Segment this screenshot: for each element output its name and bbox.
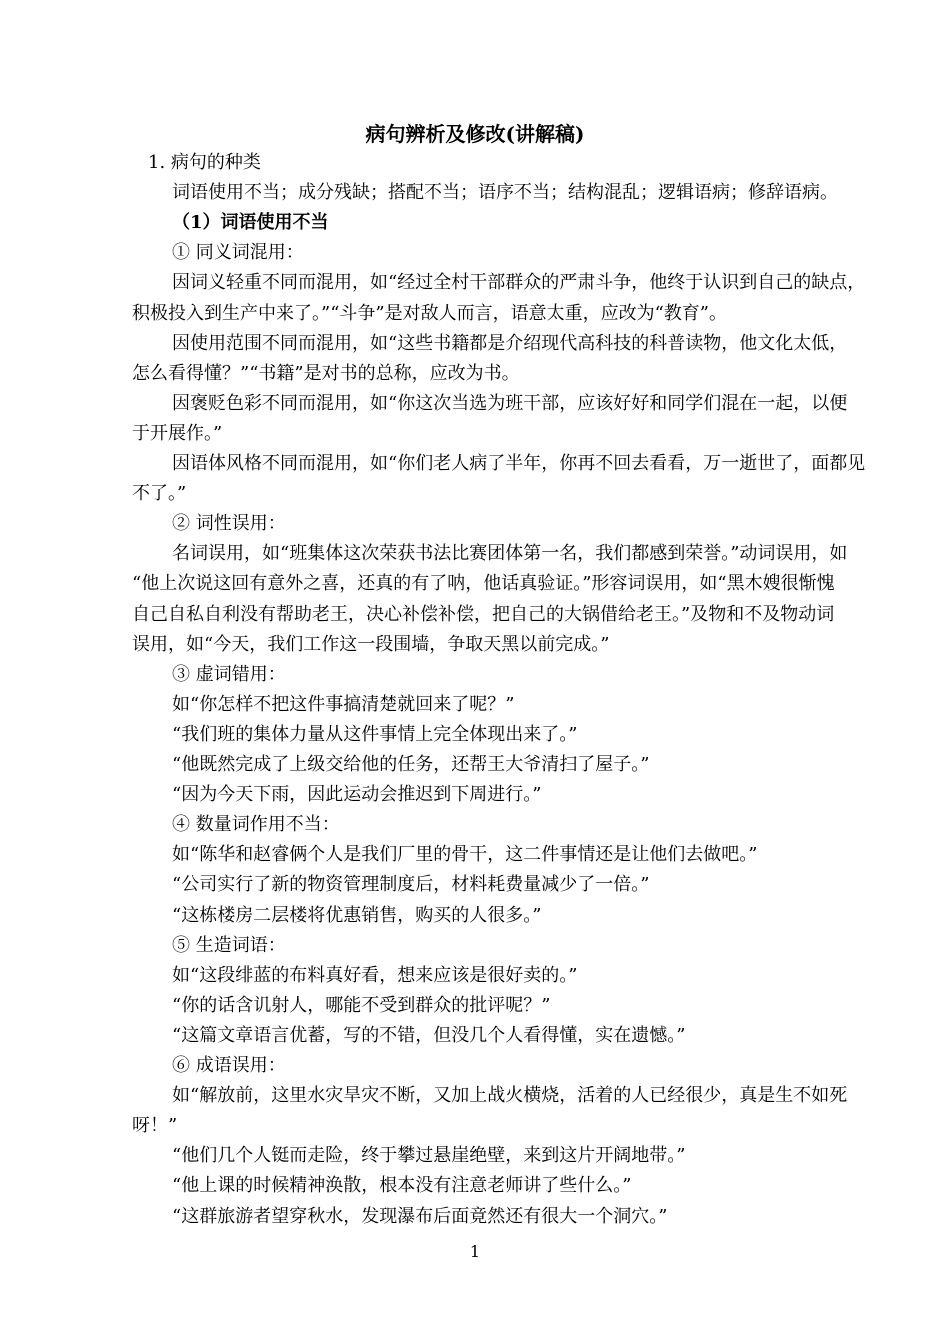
text-line: 如“这段绯蓝的布料真好看，想来应该是很好卖的。” — [172, 965, 578, 986]
text-line: “这群旅游者望穿秋水，发现瀑布后面竟然还有很大一个洞穴。” — [172, 1206, 668, 1227]
text-line: 如“解放前，这里水灾旱灾不断，又加上战火横烧，活着的人已经很少，真是生不如死 — [172, 1085, 848, 1106]
text-line: “我们班的集体力量从这件事情上完全体现出来了。” — [172, 724, 578, 745]
text-line: （1）词语使用不当 — [172, 212, 329, 233]
text-line: “这栋楼房二层楼将优惠销售，购买的人很多。” — [172, 905, 542, 926]
text-line: 呀！” — [132, 1115, 178, 1136]
text-line: 积极投入到生产中来了。”“斗争”是对敌人而言，语意太重，应改为“教育”。 — [132, 303, 728, 324]
text-line: 怎么看得懂？”“书籍”是对书的总称，应改为书。 — [132, 363, 520, 384]
text-line: “他们几个人铤而走险，终于攀过悬崖绝壁，来到这片开阔地带。” — [172, 1145, 686, 1166]
text-line: 如“你怎样不把这件事搞清楚就回来了呢？” — [172, 694, 515, 715]
text-line: “他上次说这回有意外之喜，还真的有了呐，他话真验证。”形容词误用，如“黑木嫂很惭愧 — [132, 573, 835, 594]
text-line: 词语使用不当；成分残缺；搭配不当；语序不当；结构混乱；逻辑语病；修辞语病。 — [172, 182, 838, 203]
text-line: 因褒贬色彩不同而混用，如“你这次当选为班干部，应该好好和同学们混在一起，以便 — [172, 393, 848, 414]
text-line: 名词误用，如“班集体这次荣获书法比赛团体第一名，我们都感到荣誉。”动词误用，如 — [172, 543, 848, 564]
text-line: ① 同义词混用： — [172, 242, 304, 263]
text-line: “他既然完成了上级交给他的任务，还帮王大爷清扫了屋子。” — [172, 754, 650, 775]
text-line: ② 词性误用： — [172, 513, 286, 534]
text-line: ④ 数量词作用不当： — [172, 814, 340, 835]
text-line: “因为今天下雨，因此运动会推迟到下周进行。” — [172, 784, 542, 805]
text-line: 因语体风格不同而混用，如“你们老人病了半年，你再不回去看看，万一逝世了，面都见 — [172, 453, 866, 474]
page-number: 1 — [469, 1242, 481, 1261]
text-line: 如“陈华和赵睿俩个人是我们厂里的骨干，这二件事情还是让他们去做吧。” — [172, 844, 758, 865]
text-line: “你的话含讥射人，哪能不受到群众的批评呢？” — [172, 995, 551, 1016]
text-line: “这篇文章语言优蓄，写的不错，但没几个人看得懂，实在遗憾。” — [172, 1025, 686, 1046]
text-line: 因词义轻重不同而混用，如“经过全村干部群众的严肃斗争，他终于认识到自己的缺点， — [172, 272, 866, 293]
document-title: 病句辨析及修改(讲解稿) — [365, 122, 585, 146]
text-line: “他上课的时候精神涣散，根本没有注意老师讲了些什么。” — [172, 1175, 632, 1196]
text-line: 自己自私自利没有帮助老王，决心补偿补偿，把自己的大锅借给老王。”及物和不及物动词 — [132, 604, 835, 625]
text-line: 误用，如“今天，我们工作这一段围墙，争取天黑以前完成。” — [132, 634, 610, 655]
text-line: 不了。” — [132, 483, 187, 504]
text-line: 因使用范围不同而混用，如“这些书籍都是介绍现代高科技的科普读物，他文化太低， — [172, 333, 848, 354]
text-line: ⑤ 生造词语： — [172, 935, 286, 956]
text-line: 1. 病句的种类 — [148, 152, 261, 173]
text-line: ⑥ 成语误用： — [172, 1055, 286, 1076]
text-line: 于开展作。” — [132, 423, 223, 444]
text-line: ③ 虚词错用： — [172, 664, 286, 685]
text-line: “公司实行了新的物资管理制度后，材料耗费量减少了一倍。” — [172, 874, 650, 895]
